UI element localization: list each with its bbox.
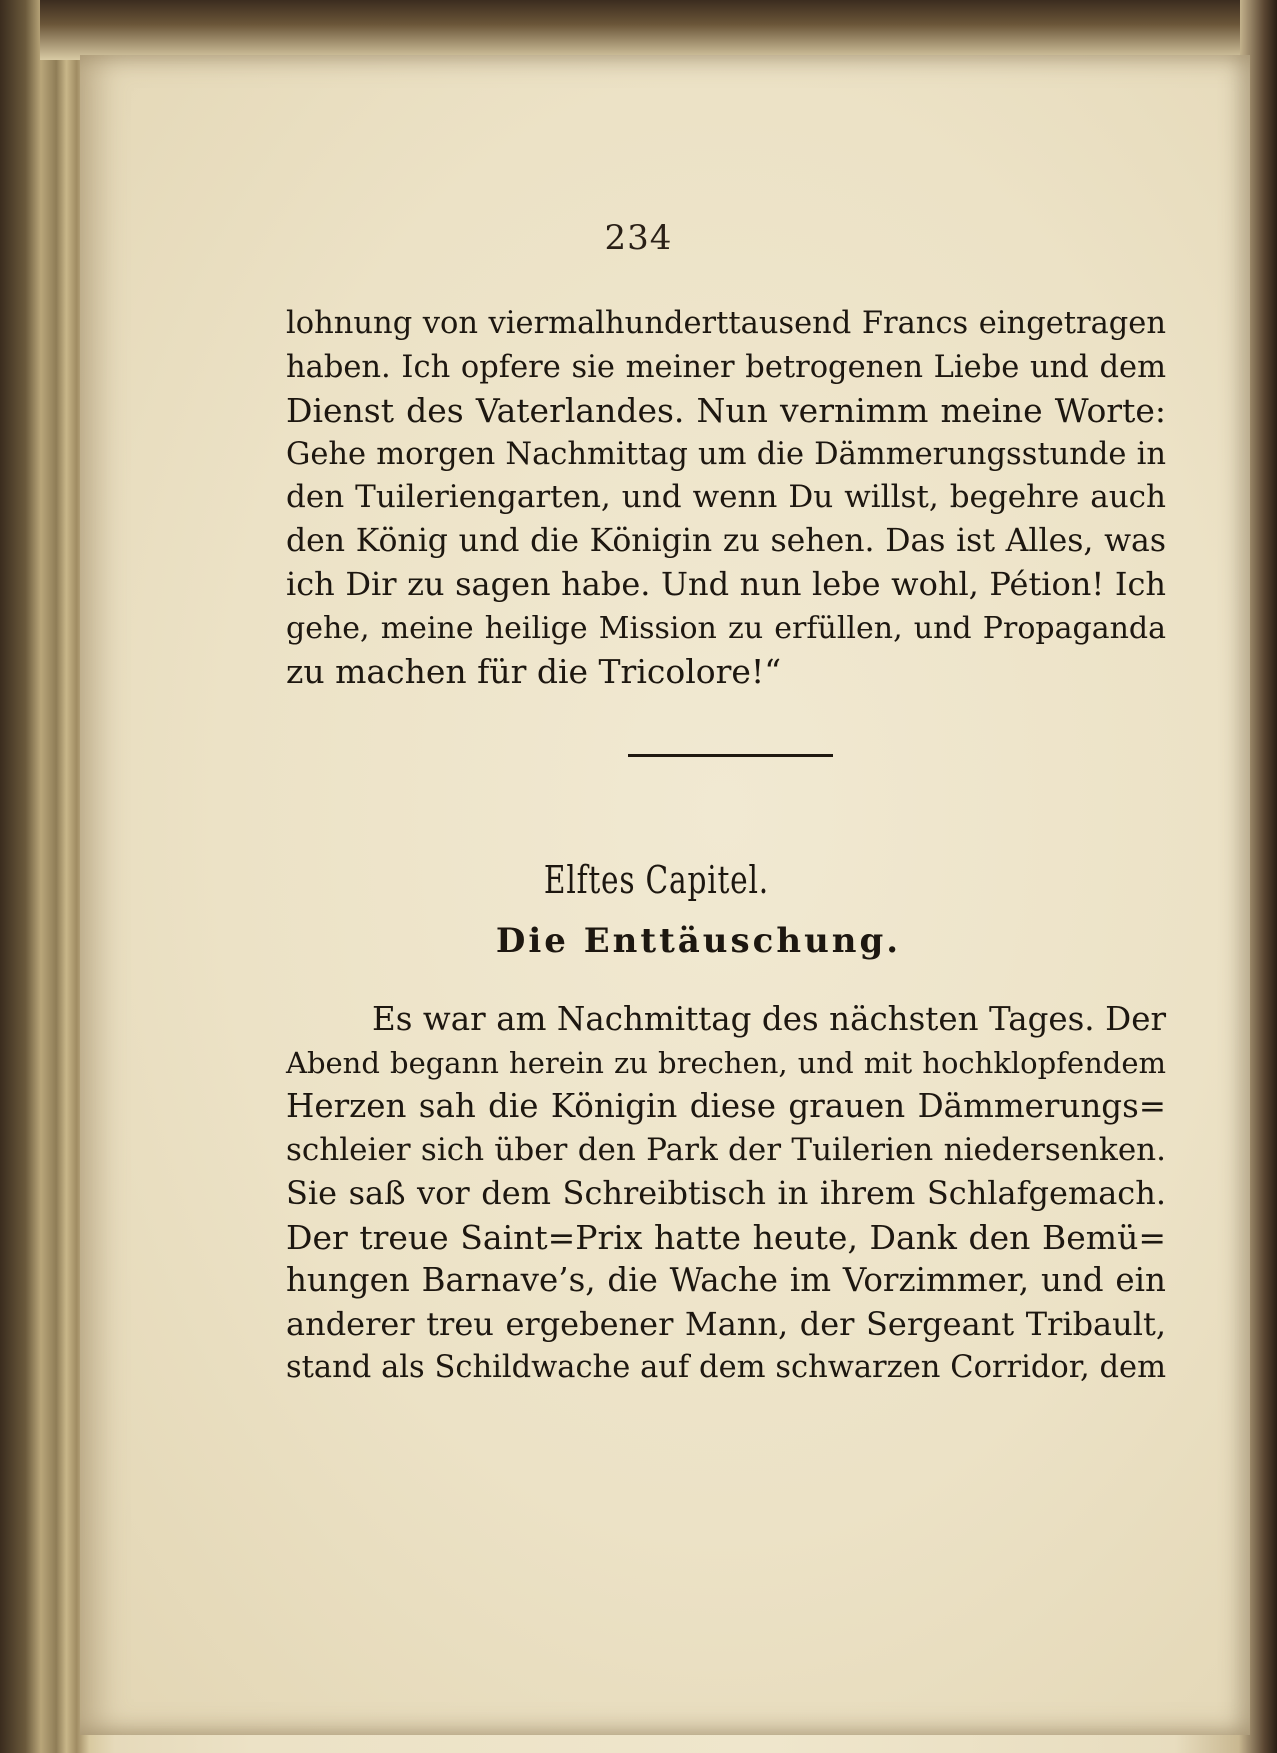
text-line: Herzen sah die Königin diese grauen Dämmerungs= bbox=[286, 1087, 1166, 1125]
text-line: Sie saß vor dem Schreibtisch in ihrem Schlafgemach. bbox=[286, 1174, 1166, 1212]
text-line: Gehe morgen Nachmittag um die Dämmerungsstunde in bbox=[286, 436, 1166, 472]
section-divider-rule bbox=[628, 754, 833, 757]
text-line: den Tuileriengarten, und wenn Du willst, begehre auch bbox=[286, 479, 1166, 515]
text-line: Dienst des Vaterlandes. Nun vernimm meine Worte: bbox=[286, 391, 1166, 430]
text-line: den König und die Königin zu sehen. Das ist Alles, was bbox=[286, 522, 1166, 559]
text-line: gehe, meine heilige Mission zu erfüllen, und Propaganda bbox=[286, 610, 1166, 646]
text-line: Der treue Saint=Prix hatte heute, Dank den Bemü= bbox=[286, 1217, 1166, 1257]
text-line: haben. Ich opfere sie meiner betrogenen Liebe und dem bbox=[286, 349, 1166, 385]
text-line: Abend begann herein zu brechen, und mit hochklopfendem bbox=[286, 1045, 1166, 1080]
text-line: lohnung von viermalhunderttausend Francs eingetragen bbox=[286, 306, 1166, 341]
paragraph-continuation bbox=[286, 302, 1166, 694]
chapter-title: Elftes Capitel. bbox=[543, 858, 769, 902]
text-line: anderer treu ergebener Mann, der Sergeant Tribault, bbox=[286, 1304, 1166, 1343]
book-top-edge bbox=[40, 0, 1240, 60]
chapter-subtitle: Die Enttäuschung. bbox=[495, 921, 902, 961]
text-line: Es war am Nachmittag des nächsten Tages. Der bbox=[372, 1000, 1166, 1038]
text-line: stand als Schildwache auf dem schwarzen Corridor, dem bbox=[286, 1350, 1166, 1385]
text-line: hungen Barnave’s, die Wache im Vorzimmer, und ein bbox=[286, 1261, 1166, 1299]
text-line: zu machen für die Tricolore!“ bbox=[286, 652, 782, 691]
text-line: schleier sich über den Park der Tuilerien niedersenken. bbox=[286, 1131, 1166, 1168]
paragraph-chapter-opening bbox=[286, 998, 1166, 1390]
text-line: ich Dir zu sagen habe. Und nun lebe wohl, Pétion! Ich bbox=[286, 565, 1166, 603]
page-number: 234 bbox=[604, 218, 673, 258]
